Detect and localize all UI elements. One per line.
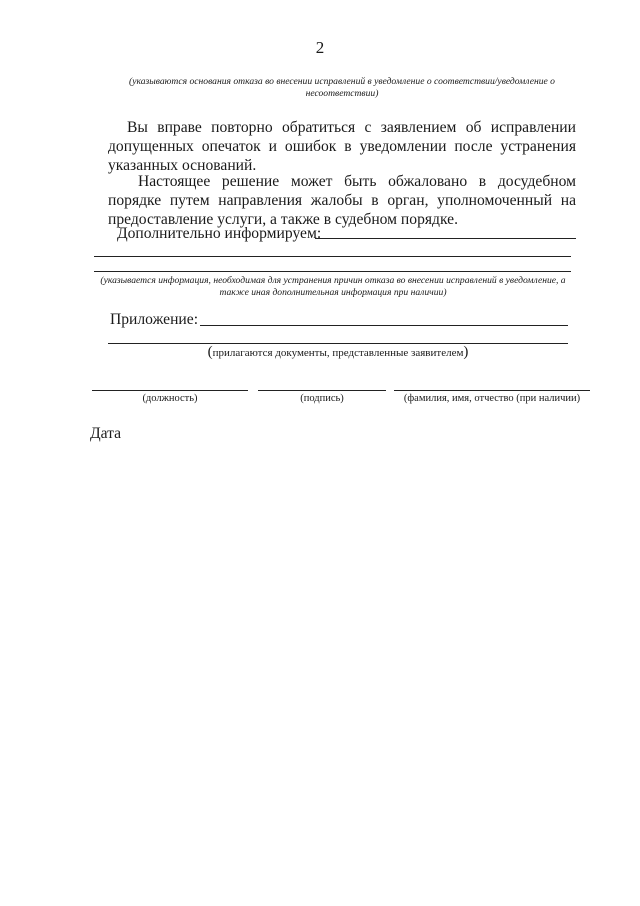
additional-info-line-2 [94,256,571,257]
additional-info-note: (указывается информация, необходимая для устранения причин отказа во внесении исправлений в уведомление, а также иная дополнительная информация при наличии) [100,275,566,298]
refusal-reasons-note: (указываются основания отказа во внесении исправлений в уведомление о соответствии/уведомление о несоответствии) [129,76,555,99]
attachment-note-close: ) [463,344,469,360]
date-label: Дата [90,425,122,442]
position-caption: (должность) [142,393,198,404]
signature-line [258,390,386,391]
signature-caption: (подпись) [300,393,344,404]
attachment-label: Приложение: [110,311,199,328]
additional-info-label: Дополнительно информируем: [117,225,322,242]
attachment-note-text: прилагаются документы, представленные заявителем [212,347,464,359]
additional-info-line [315,238,576,239]
attachment-note-open: ( [207,344,213,360]
attachment-line [200,325,568,326]
reapply-paragraph: Вы вправе повторно обратиться с заявлением об исправлении допущенных опечаток и ошибок в уведомлении после устранения указанных оснований. [108,119,576,174]
appeal-paragraph: Настоящее решение может быть обжаловано в досудебном порядке путем направления жалобы в орган, уполномоченный на предоставление услуги, а также в судебном порядке. [108,173,576,228]
full-name-caption: (фамилия, имя, отчество (при наличии) [403,393,581,404]
attachment-note [108,344,568,361]
page-number: 2 [315,38,325,57]
additional-info-line-3 [94,271,571,272]
full-name-line [394,390,590,391]
position-line [92,390,248,391]
